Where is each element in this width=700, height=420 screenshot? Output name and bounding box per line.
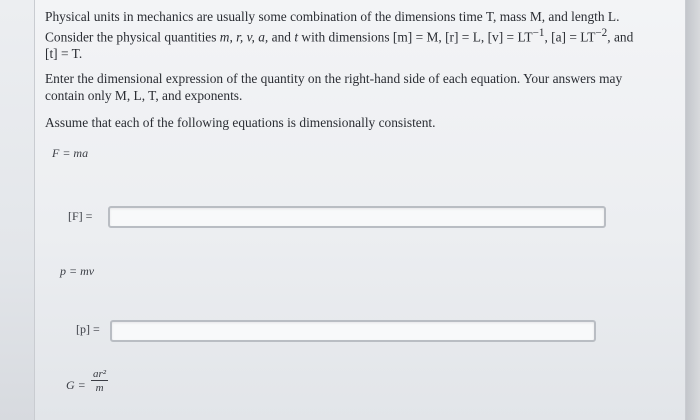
equation-force: F = ma [52,146,89,160]
question-text [45,8,645,141]
equation-g-fraction [91,368,108,394]
momentum-dimension-label: [p] = [76,322,100,336]
assumption-paragraph: Assume that each of the following equations is dimensionally consistent. [45,115,436,131]
fraction-numerator: ar² [93,368,107,380]
scrollbar[interactable] [686,0,700,420]
force-dimension-input[interactable] [108,206,606,228]
equation-g-lhs: G = [66,378,86,392]
momentum-dimension-input[interactable] [110,320,596,342]
force-dimension-label: [F] = [68,209,93,223]
fraction-denominator: m [95,382,104,394]
instruction-paragraph: Enter the dimensional expression of the quantity on the right-hand side of each equation. Your answers may contain only M, L, T, and exponents. [45,71,623,104]
equation-momentum: p = mv [60,264,95,278]
intro-paragraph: Physical units in mechanics are usually some combination of the dimensions time T, mass M, and length L. Consider the physical quantities m, r, v, a, and t with dimensions [m] = M, [r] = L, $[v] = LT^{-1}$, $[a] = LT^{-2}$, and [t] = T. [45,9,634,62]
